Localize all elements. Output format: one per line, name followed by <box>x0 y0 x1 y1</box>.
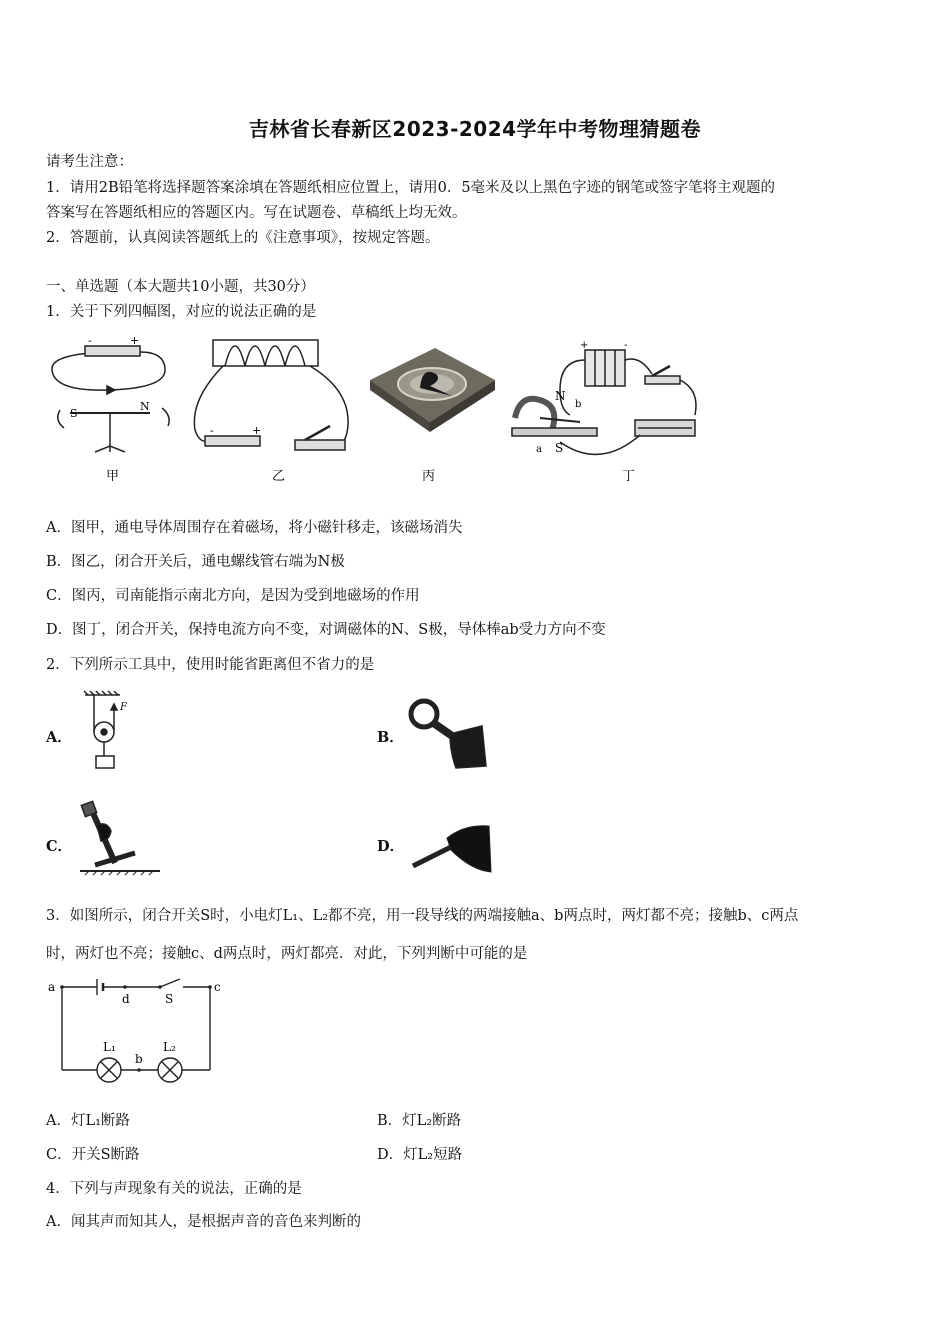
pulley-image <box>80 690 140 775</box>
q1-option-c: C．图丙，司南能指示南北方向，是因为受到地磁场的作用 <box>46 588 420 604</box>
q1-figures <box>40 330 720 490</box>
ding-s-mark: S <box>555 441 564 455</box>
ding-a-mark: a <box>536 444 542 455</box>
circuit-s-label: S <box>165 992 174 1006</box>
q3-option-a: A．灯L₁断路 <box>46 1113 130 1129</box>
figure-ding <box>512 350 696 454</box>
q2-label-b: B． <box>377 729 404 746</box>
jia-n-mark: N <box>140 400 150 413</box>
circuit-c-label: c <box>214 980 221 994</box>
q4-stem: 4．下列与声现象有关的说法，正确的是 <box>46 1181 302 1197</box>
q1-option-a: A．图甲，通电导体周围存在着磁场，将小磁针移走，该磁场消失 <box>46 520 463 536</box>
jia-minus-mark: - <box>88 334 92 347</box>
q2-label-d: D． <box>377 838 405 855</box>
ding-n-mark: N <box>555 389 566 403</box>
q3-stem-1: 3．如图所示，闭合开关S时，小电灯L₁、L₂都不亮，用一段导线的两端接触a、b两点时，两灯都不亮；接触b、c两点 <box>46 908 799 924</box>
q2-label-c: C． <box>46 838 73 855</box>
pulley-force-label: F <box>120 702 127 713</box>
fig-label-bing: 丙 <box>422 469 436 484</box>
circuit-l1-label: L₁ <box>103 1040 116 1054</box>
ding-minus-mark: - <box>624 340 628 351</box>
q1-option-b: B．图乙，闭合开关后，通电螺线管右端为N极 <box>46 554 345 570</box>
notice-line-2: 2．答题前，认真阅读答题纸上的《注意事项》，按规定答题。 <box>46 230 440 246</box>
notice-line-1b: 答案写在答题纸相应的答题区内。写在试题卷、草稿纸上均无效。 <box>46 205 467 221</box>
figure-jia <box>52 346 169 452</box>
tweezers-image <box>405 820 495 880</box>
q2-stem: 2．下列所示工具中，使用时能省距离但不省力的是 <box>46 657 375 673</box>
q4-option-a: A．闻其声而知其人，是根据声音的音色来判断的 <box>46 1214 361 1230</box>
q3-option-d: D．灯L₂短路 <box>377 1147 463 1163</box>
circuit-l2-label: L₂ <box>163 1040 176 1054</box>
circuit-d-label: d <box>122 992 130 1006</box>
figure-yi <box>194 340 348 450</box>
fig-label-ding: 丁 <box>622 469 636 484</box>
notice-heading: 请考生注意： <box>46 154 133 170</box>
fig-label-jia: 甲 <box>106 469 120 484</box>
q3-stem-2: 时，两灯也不亮；接触c、d两点时，两灯都亮．对此，下列判断中可能的是 <box>46 946 528 962</box>
circuit-b-label: b <box>135 1052 143 1066</box>
ding-plus-mark: + <box>580 340 589 351</box>
q3-option-b: B．灯L₂断路 <box>377 1113 462 1129</box>
fig-label-yi: 乙 <box>272 469 286 484</box>
q2-label-a: A． <box>46 729 72 746</box>
wrench-image <box>400 690 495 775</box>
ding-b-mark: b <box>575 399 582 410</box>
figure-bing <box>370 348 495 432</box>
yi-plus-mark: + <box>252 424 262 437</box>
section-heading: 一、单选题（本大题共10小题，共30分） <box>46 279 315 295</box>
jia-s-mark: S <box>70 407 78 420</box>
crowbar-image <box>75 795 165 880</box>
jia-plus-mark: + <box>130 334 140 347</box>
q3-option-c: C．开关S断路 <box>46 1147 140 1163</box>
q1-option-d: D．图丁，闭合开关，保持电流方向不变，对调磁体的N、S极，导体棒ab受力方向不变 <box>46 622 606 638</box>
q1-stem: 1．关于下列四幅图，对应的说法正确的是 <box>46 304 317 320</box>
q3-circuit <box>45 975 235 1090</box>
circuit-a-label: a <box>48 980 56 994</box>
yi-minus-mark: - <box>210 424 214 437</box>
page-title: 吉林省长春新区2023-2024学年中考物理猜题卷 <box>248 117 702 141</box>
notice-line-1a: 1．请用2B铅笔将选择题答案涂填在答题纸相应位置上，请用0．5毫米及以上黑色字迹的钢笔或签字笔将主观题的 <box>46 180 776 196</box>
